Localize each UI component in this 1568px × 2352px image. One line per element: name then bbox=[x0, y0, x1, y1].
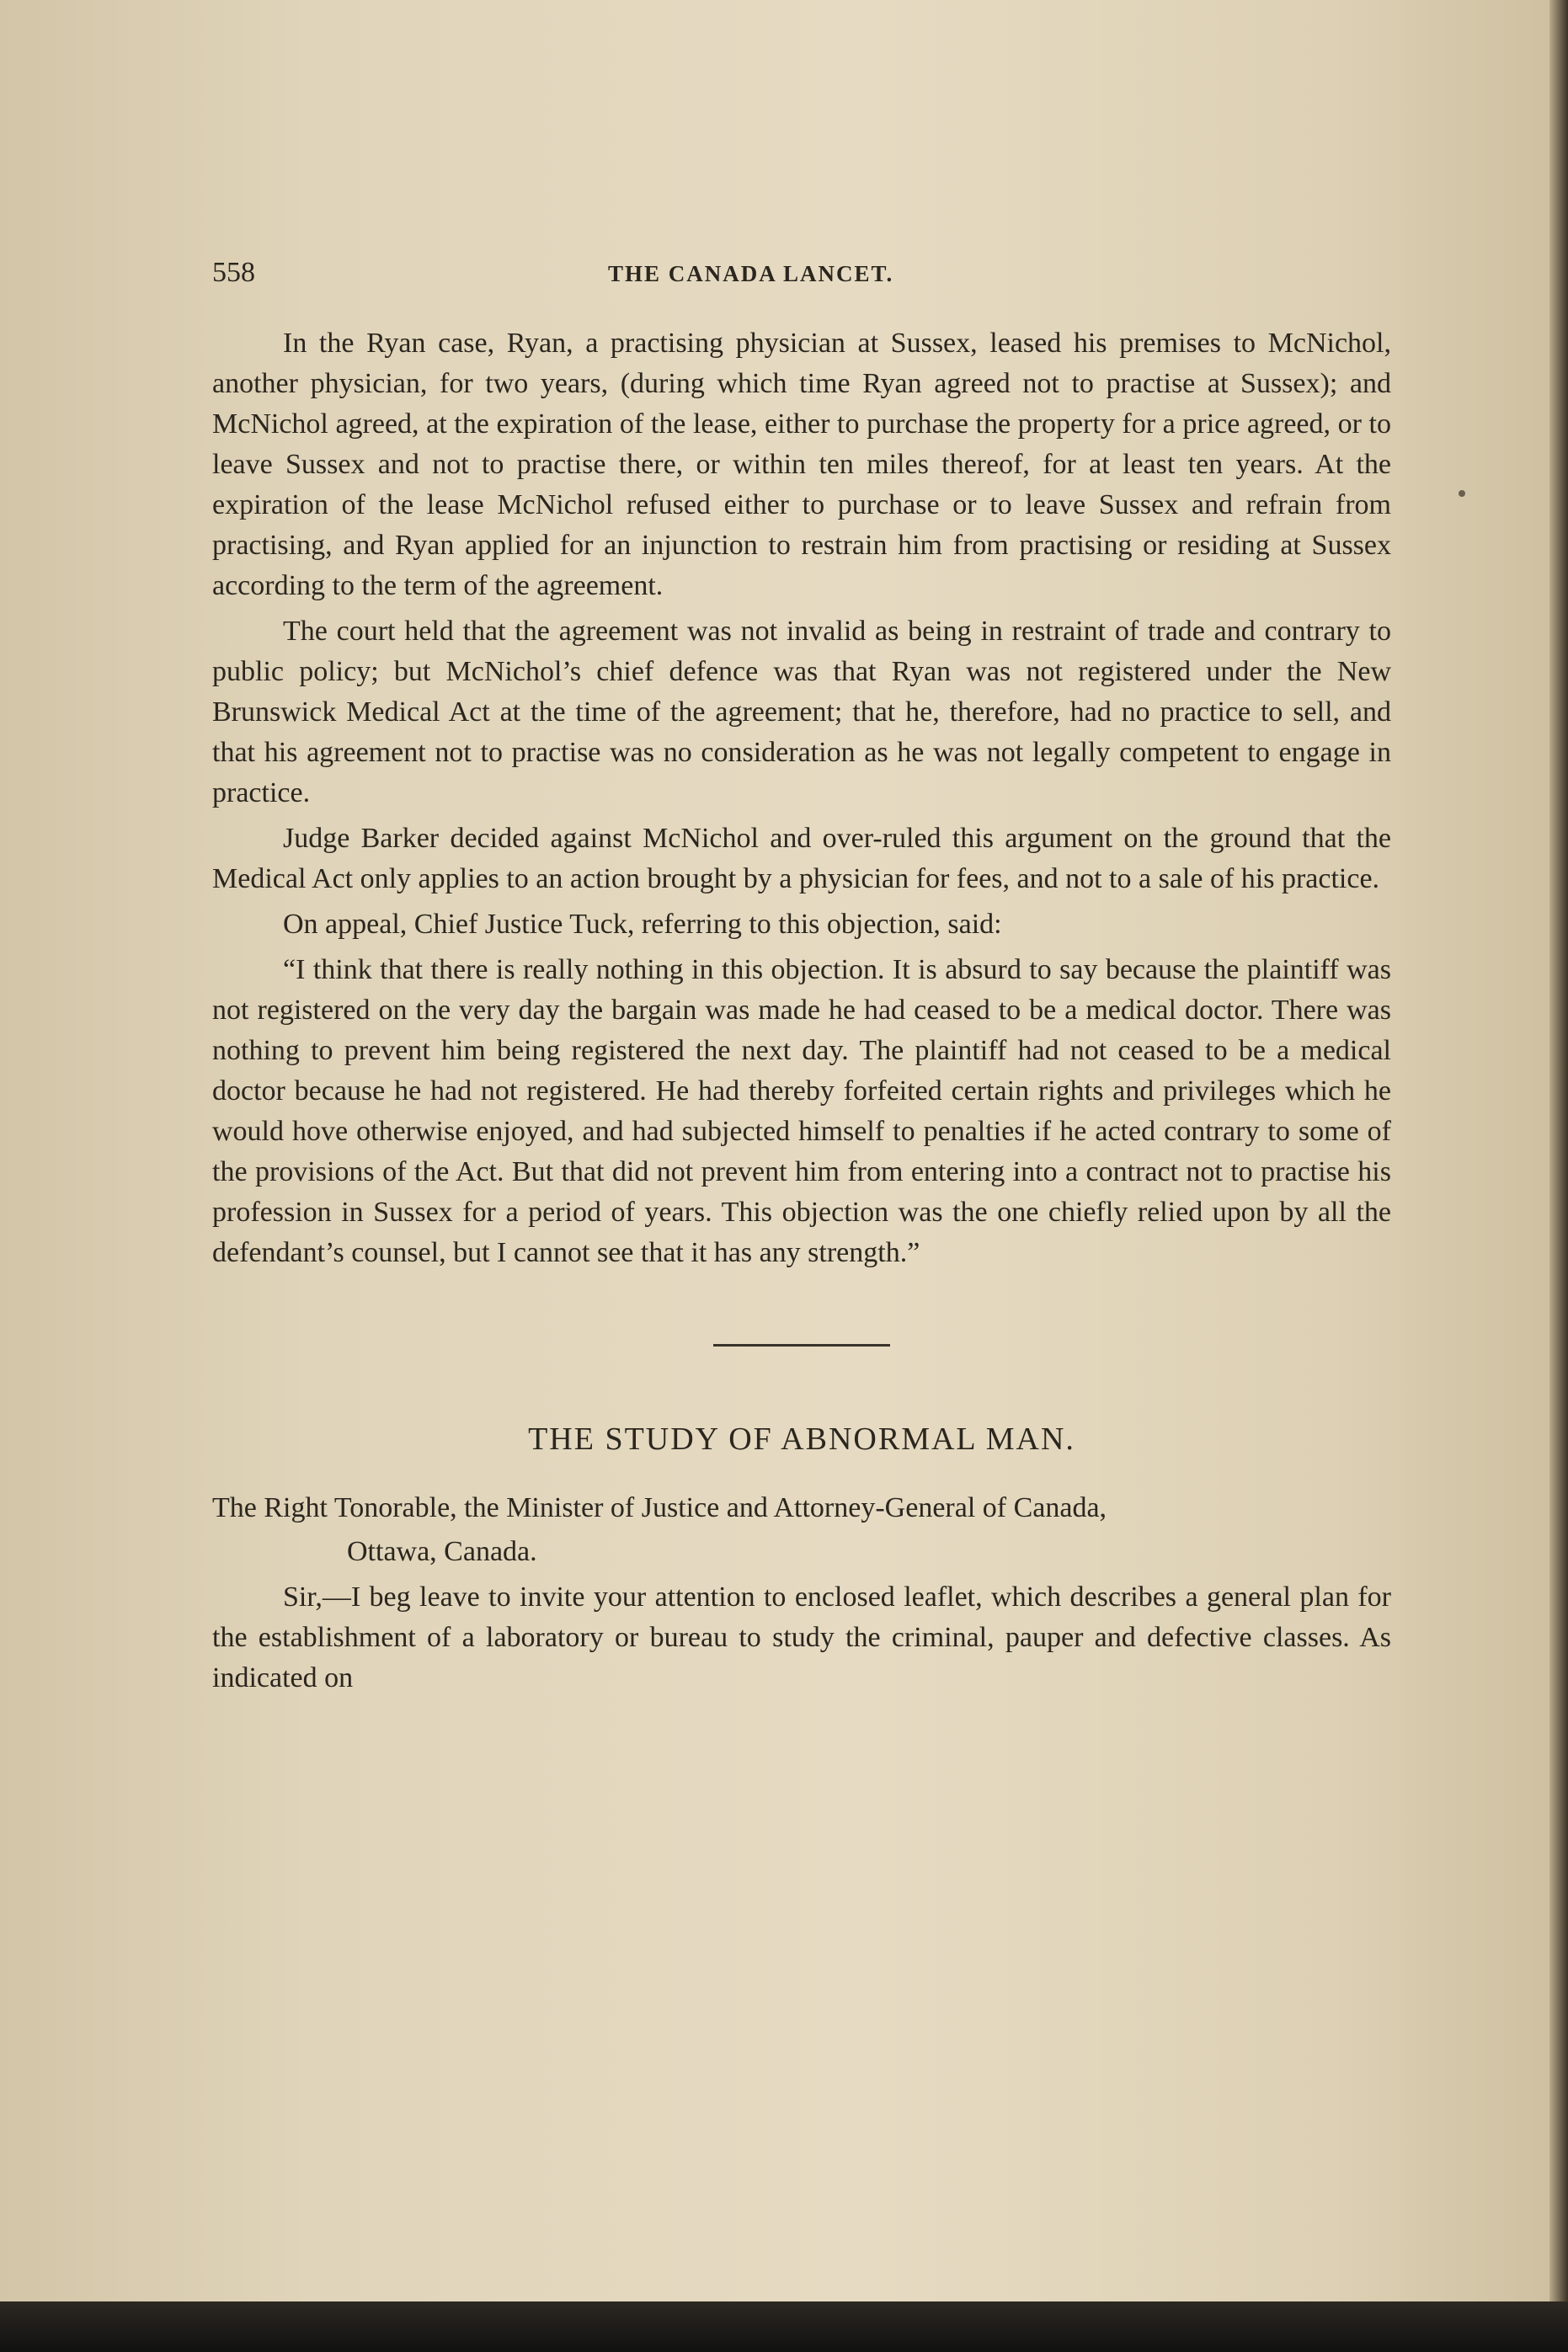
book-spine-shadow bbox=[1549, 0, 1568, 2352]
letter-location: Ottawa, Canada. bbox=[347, 1536, 537, 1567]
paragraph-judge-barker: Judge Barker decided against McNichol and over-ruled this argument on the ground that the Medical Act only applies to an action brought by a physician for fees, and not to a sale of his practice. bbox=[212, 823, 1391, 894]
journal-title: THE CANADA LANCET. bbox=[608, 261, 894, 286]
paper-speck bbox=[1459, 490, 1465, 497]
paragraph-appeal: On appeal, Chief Justice Tuck, referring to this objection, said: bbox=[283, 909, 1002, 940]
page-number: 558 bbox=[212, 257, 255, 288]
paragraph-ryan-case: In the Ryan case, Ryan, a practising physician at Sussex, leased his premises to McNichol, another physician, for two years, (during which time Ryan agreed not to practise at Sussex); and McNichol agreed, at the expiration of the lease, either to purchase the property for a price agreed, or to leave Sussex and not to practise there, or within ten miles thereof, for at least ten years. At the expiration of the lease McNichol refused either to purchase or to leave Sussex and refrain from practising, and Ryan applied for an injunction to restrain him from practising or residing at Sussex according to the term of the agreement. bbox=[212, 328, 1391, 601]
letter-addressee: The Right Tonorable, the Minister of Justice and Attorney-General of Canada, bbox=[212, 1492, 1107, 1523]
page-text bbox=[212, 253, 1391, 1704]
paragraph-quotation: “I think that there is really nothing in this objection. It is absurd to say because the plaintiff was not registered on the very day the bargain was made he had ceased to be a medical doctor. There was nothing to prevent him being registered the next day. The plaintiff had not ceased to be a medical doctor because he had not registered. He had thereby forfeited certain rights and privileges which he would hove otherwise enjoyed, and had subjected himself to penalties if he acted contrary to some of the provisions of the Act. But that did not prevent him from entering into a contract not to practise his profession in Sussex for a period of years. This objection was the one chiefly relied upon by all the defendant’s counsel, but I cannot see that it has any strength.” bbox=[212, 954, 1391, 1268]
page-bottom-edge bbox=[0, 2301, 1568, 2352]
section-divider bbox=[713, 1344, 890, 1347]
running-head bbox=[212, 253, 1391, 312]
letter-body: Sir,—I beg leave to invite your attention to enclosed leaflet, which describes a general plan for the establishment of a laboratory or bureau to study the criminal, pauper and defective classes. As indicated on bbox=[212, 1581, 1391, 1693]
paragraph-court-held: The court held that the agreement was not invalid as being in restraint of trade and contrary to public policy; but McNichol’s chief defence was that Ryan was not registered under the New Brunswick Medical Act at the time of the agreement; that he, therefore, had no practice to sell, and that his agreement not to practise was no consideration as he was not legally competent to engage in practice. bbox=[212, 616, 1391, 808]
article-title: THE STUDY OF ABNORMAL MAN. bbox=[528, 1421, 1075, 1457]
